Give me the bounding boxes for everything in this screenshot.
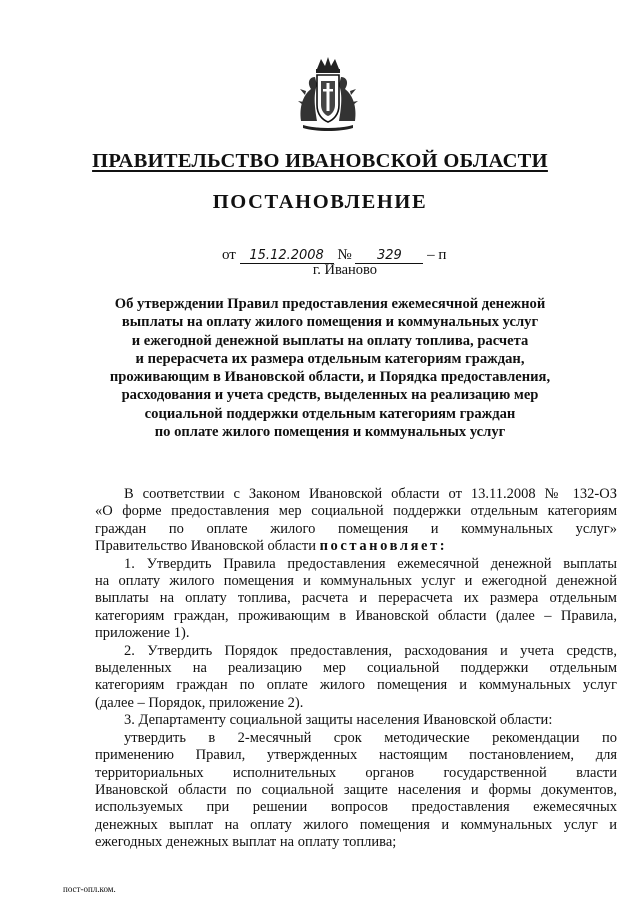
body-line: утвердить в 2-месячный срок методические рекомендации по	[124, 729, 617, 746]
body-line: территориальных исполнительных органов государственной власти	[95, 764, 617, 781]
title-line: и ежегодной денежной выплаты на оплату топлива, расчета	[131, 332, 529, 349]
title-line: проживающим в Ивановской области, и Порядка предоставления,	[109, 369, 551, 386]
body-line: используемых при решении вопросов предоставления ежемесячных	[95, 799, 617, 816]
document-title	[100, 295, 560, 441]
body-line: 1. Утвердить Правила предоставления ежемесячной денежной выплаты	[124, 555, 617, 572]
document-date: 15.12.2008	[240, 249, 334, 264]
government-name: Правительство Ивановской области	[95, 538, 316, 555]
body-line: применению Правил, утвержденных настоящим постановлением, для	[95, 747, 617, 764]
body-line: на оплату жилого помещения и коммунальных услуг и ежегодной денежной	[95, 573, 617, 590]
title-line: по оплате жилого помещения и коммунальных услуг	[154, 424, 506, 441]
title-line: и перерасчета их размера отдельным категориям граждан,	[135, 350, 525, 367]
number-suffix: – п	[427, 247, 447, 263]
body-line: Ивановской области по социальной защите населения и формы документов,	[95, 781, 617, 798]
body-line: категориям граждан, проживающим в Ивановской области (далее – Правила,	[95, 607, 617, 624]
title-line: выплаты на оплату жилого помещения и коммунальных услуг	[121, 314, 539, 331]
body-line: выплаты на оплату топлива, расчета и перерасчета их размера отдельным	[95, 590, 617, 607]
body-line	[95, 538, 617, 555]
document-number: 329	[355, 249, 423, 264]
document-type: ПОСТАНОВЛЕНИЕ	[212, 191, 428, 213]
body-line: граждан по оплате жилого помещения и коммунальных услуг»	[95, 520, 617, 537]
body-line: денежных выплат на оплату жилого помещения и коммунальных услуг и	[95, 816, 617, 833]
date-prefix: от	[222, 247, 236, 263]
body-line: выделенных на реализацию мер социальной поддержки отдельным	[95, 660, 617, 677]
title-line: расходования и учета средств, выделенных на реализацию мер	[121, 387, 539, 404]
coat-of-arms-emblem	[297, 55, 359, 131]
organization-name: ПРАВИТЕЛЬСТВО ИВАНОВСКОЙ ОБЛАСТИ	[92, 150, 548, 172]
body-line: приложение 1).	[95, 625, 190, 642]
body-line: «О форме предоставления мер социальной поддержки отдельным категориям	[95, 503, 617, 520]
body-line: 3. Департаменту социальной защиты населения Ивановской области:	[124, 712, 553, 729]
number-label: №	[337, 247, 352, 263]
body-line: 2. Утвердить Порядок предоставления, расходования и учета средств,	[124, 642, 617, 659]
body-line: категориям граждан по оплате жилого помещения и коммунальных услуг	[95, 677, 617, 694]
footer-file-name: пост-опл.ком.	[63, 884, 116, 894]
document-body	[95, 486, 617, 852]
body-line: ежегодных денежных выплат на оплату топлива;	[95, 834, 397, 851]
body-line: (далее – Порядок, приложение 2).	[95, 694, 304, 711]
decree-verb: постановляет:	[319, 538, 448, 555]
title-line: социальной поддержки отдельным категориям граждан	[144, 405, 516, 422]
title-line: Об утверждении Правил предоставления ежемесячной денежной	[114, 296, 546, 312]
city: г. Иваново	[312, 262, 378, 278]
body-line: В соответствии с Законом Ивановской области от 13.11.2008 № 132-ОЗ	[124, 486, 617, 502]
